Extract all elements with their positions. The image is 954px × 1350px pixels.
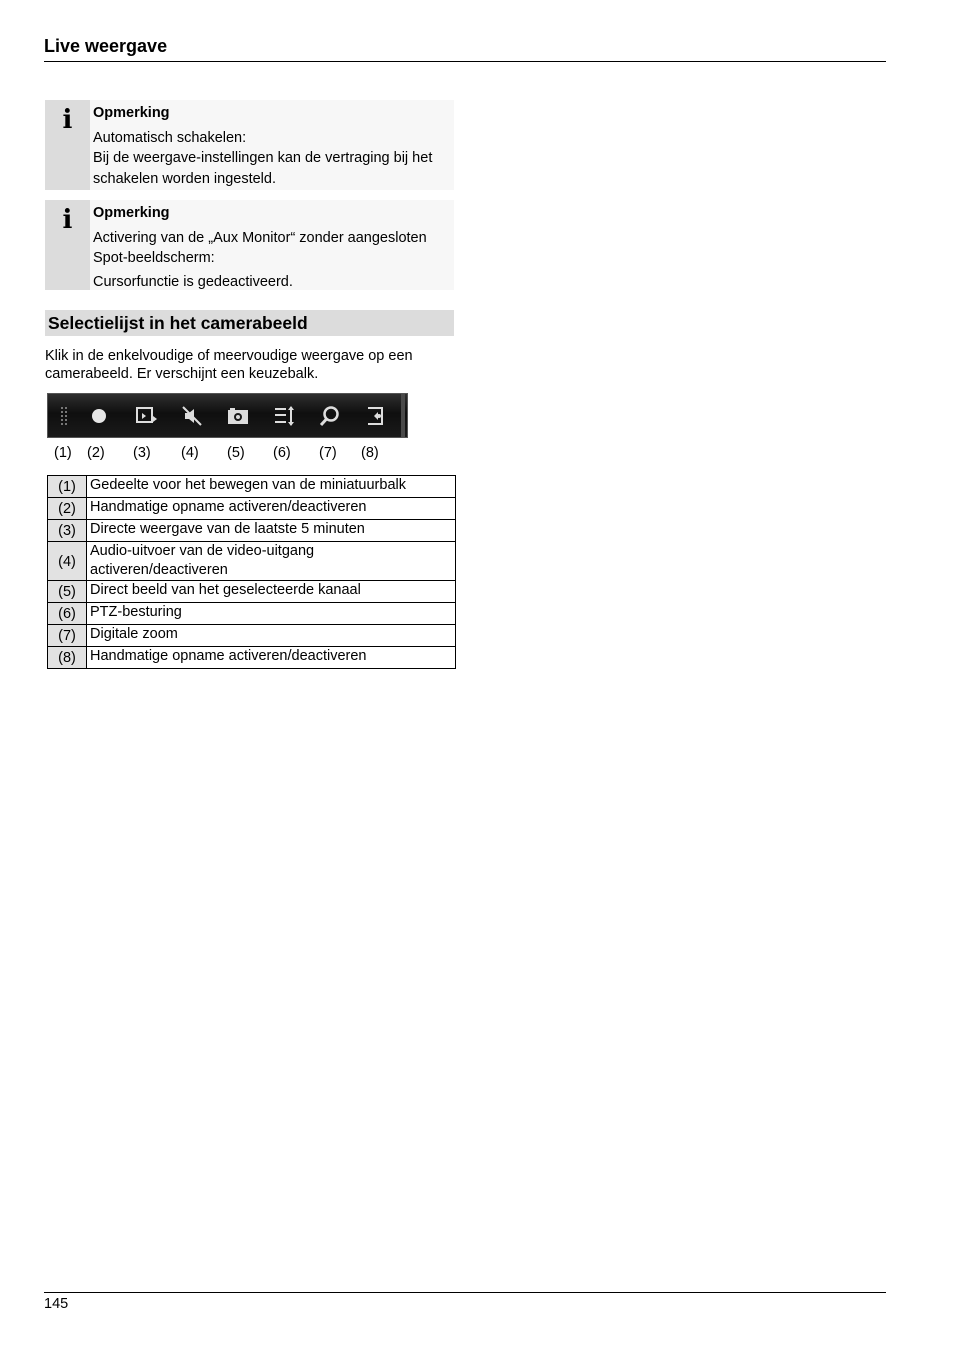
toolbar-label: (6) — [273, 445, 291, 461]
camera-icon — [224, 402, 252, 430]
toolbar-label: (5) — [227, 445, 245, 461]
table-row — [48, 476, 456, 498]
table-row — [48, 625, 456, 647]
info-icon: i — [62, 105, 73, 135]
toolbar-label: (8) — [361, 445, 379, 461]
note-line: Automatisch schakelen: — [93, 129, 247, 146]
drag-handle-icon — [50, 402, 78, 430]
note-line: Cursorfunctie is gedeactiveerd. — [93, 273, 293, 290]
intro-text: Klik in de enkelvoudige of meervoudige weergave op een camerabeeld. Er verschijnt een keuzebalk. — [45, 348, 413, 382]
legend-number: (6) — [48, 603, 87, 625]
legend-number: (5) — [48, 581, 87, 603]
legend-description: Directe weergave van de laatste 5 minuten — [87, 520, 456, 542]
toolbar-label: (3) — [133, 445, 151, 461]
legend-description: Gedeelte voor het bewegen van de miniatuurbalk — [87, 476, 456, 498]
selection-toolbar — [47, 393, 408, 438]
legend-table — [47, 475, 456, 669]
note-line: Bij de weergave-instellingen kan de vertraging bij het schakelen worden ingesteld. — [93, 150, 433, 187]
zoom-magnifier-icon — [316, 402, 344, 430]
legend-description: PTZ-besturing — [87, 603, 456, 625]
page-footer — [44, 1292, 886, 1312]
toolbar-end-bar — [401, 394, 405, 437]
table-row — [48, 647, 456, 669]
toolbar-label: (1) — [54, 445, 72, 461]
legend-number: (4) — [48, 542, 87, 581]
legend-number: (2) — [48, 498, 87, 520]
playback-icon — [132, 402, 160, 430]
record-dot-icon — [85, 402, 113, 430]
legend-description: Audio-uitvoer van de video-uitgang activeren/deactiveren — [87, 542, 456, 581]
legend-number: (7) — [48, 625, 87, 647]
legend-number: (3) — [48, 520, 87, 542]
table-row — [48, 498, 456, 520]
legend-description: Handmatige opname activeren/deactiveren — [87, 647, 456, 669]
note-title: Opmerking — [93, 105, 170, 121]
legend-description: Digitale zoom — [87, 625, 456, 647]
toolbar-label: (7) — [319, 445, 337, 461]
table-row — [48, 542, 456, 581]
legend-description: Handmatige opname activeren/deactiveren — [87, 498, 456, 520]
info-icon: i — [62, 205, 73, 235]
page-number: 145 — [44, 1296, 69, 1312]
audio-mute-icon — [178, 402, 206, 430]
note-box — [45, 200, 454, 290]
toolbar-label: (4) — [181, 445, 199, 461]
legend-number: (1) — [48, 476, 87, 498]
legend-number: (8) — [48, 647, 87, 669]
table-row — [48, 581, 456, 603]
section-heading — [45, 310, 454, 336]
section-title: Selectielijst in het camerabeeld — [48, 313, 308, 333]
legend-description: Direct beeld van het geselecteerde kanaal — [87, 581, 456, 603]
note-box — [45, 100, 454, 190]
toolbar-label: (2) — [87, 445, 105, 461]
record-export-icon — [362, 402, 390, 430]
table-row — [48, 520, 456, 542]
page-title: Live weergave — [44, 36, 168, 56]
table-row — [48, 603, 456, 625]
ptz-arrows-icon — [270, 402, 298, 430]
page-header — [44, 36, 886, 62]
note-title: Opmerking — [93, 205, 170, 221]
note-line: Activering van de „Aux Monitor“ zonder aangesloten Spot-beeldscherm: — [93, 229, 427, 266]
